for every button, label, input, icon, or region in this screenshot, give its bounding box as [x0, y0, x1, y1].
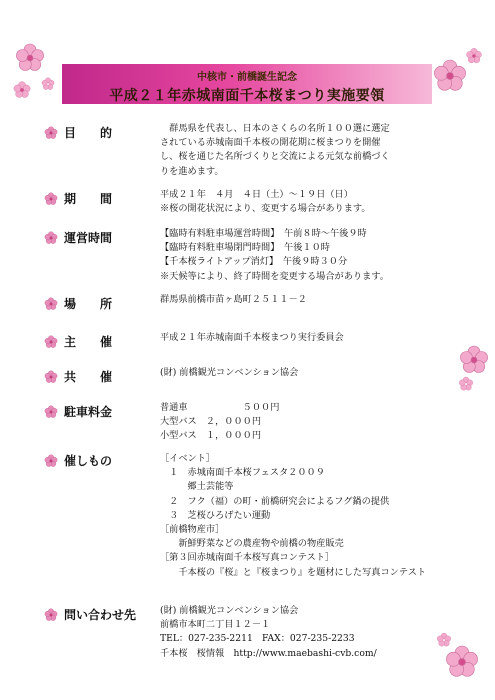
- section-label-hours: [44, 229, 112, 246]
- section-label-parking: [44, 403, 112, 420]
- banner-subtitle: 中核市・前橋誕生記念: [197, 72, 297, 83]
- content-line: ３ 芝桜ひろげたい運動: [160, 509, 271, 521]
- section-label-text: 運営時間: [64, 231, 113, 245]
- content-line: 郷土芸能等: [160, 481, 234, 493]
- content-line: ※天候等により、終了時間を変更する場合があります。: [160, 270, 389, 282]
- section-content-parking: [160, 401, 460, 444]
- section-label-text: 期 間: [64, 192, 113, 206]
- section-content-events: [160, 452, 460, 580]
- content-line: ※桜の開花状況により、変更する場合があります。: [160, 203, 371, 215]
- sakura-flower-icon: [44, 370, 58, 384]
- section-label-venue: [44, 295, 112, 312]
- section-label-cosponsor: [44, 368, 112, 385]
- content-line: し、桜を通じた名所づくりと交流による元気な前橋づく: [160, 151, 390, 163]
- content-line: 千本桜の『桜』と『桜まつり』を題材にした写真コンテスト: [160, 566, 427, 578]
- sakura-flower-icon: [44, 126, 58, 140]
- section-content-cosponsor: [160, 366, 460, 380]
- section-label-text: 共 催: [64, 370, 113, 384]
- content-line: １ 赤城南面千本桜フェスタ２００９: [160, 467, 325, 479]
- content-line: TEL：027-235-2211 FAX：027-235-2233: [160, 633, 355, 645]
- section-label-purpose: [44, 124, 112, 141]
- content-line: 小型バス １，０００円: [160, 430, 262, 442]
- content-line: 新鮮野菜などの農産物や前橋の物産販売: [160, 538, 344, 550]
- sakura-flower-icon: [44, 405, 58, 419]
- content-line: 平成２１年赤城南面千本桜まつり実行委員会: [160, 332, 344, 343]
- section-content-hours: [160, 227, 460, 284]
- content-line: ［第３回赤城南面千本桜写真コンテスト］: [160, 552, 335, 564]
- content-line: (財) 前橋観光コンベンション協会: [160, 605, 299, 616]
- content-line: 平成２１年 ４月 ４日（土）～１９日（日）: [160, 189, 353, 200]
- content-line[interactable]: 千本桜 桜情報 http://www.maebashi-cvb.com/: [160, 647, 377, 659]
- sakura-flower-icon: [44, 454, 58, 468]
- content-line: 【臨時有料駐車場運営時間】 午前８時～午後９時: [160, 228, 367, 239]
- content-line: 前橋市本町二丁目１２－１: [160, 619, 271, 631]
- sakura-flower-icon: [44, 192, 58, 206]
- content-line: 群馬県前橋市苗ヶ島町２５１１－２: [160, 294, 307, 305]
- content-line: (財) 前橋観光コンベンション協会: [160, 367, 299, 378]
- section-label-text: 駐車料金: [64, 405, 113, 419]
- section-label-organizer: [44, 333, 112, 350]
- content-line: 群馬県を代表し、日本のさくらの名所１００選に選定: [160, 123, 390, 134]
- section-content-contact: [160, 604, 460, 661]
- cherry-blossom-decoration-top-right: [424, 40, 490, 106]
- content-line: 【臨時有料駐車場閉門時間】 午後１０時: [160, 242, 330, 254]
- section-label-events: [44, 452, 112, 469]
- sakura-flower-icon: [44, 231, 58, 245]
- content-line: ［イベント］: [160, 453, 216, 464]
- section-label-text: 場 所: [64, 297, 113, 311]
- section-label-contact: [44, 606, 136, 623]
- sakura-flower-icon: [44, 335, 58, 349]
- sakura-flower-icon: [44, 608, 58, 622]
- sakura-flower-icon: [44, 297, 58, 311]
- section-label-period: [44, 190, 112, 207]
- section-label-text: 催しもの: [64, 454, 113, 468]
- content-line: ２ フク（福）の町・前橋研究会によるフグ鍋の提供: [160, 495, 390, 507]
- cherry-blossom-decoration-top-left: [6, 38, 64, 108]
- section-content-venue: [160, 293, 460, 307]
- content-line: 【千本桜ライトアップ消灯】 午後９時３０分: [160, 256, 348, 268]
- page-title: 平成２１年赤城南面千本桜まつり実施要領: [109, 88, 385, 104]
- title-banner: [62, 64, 432, 104]
- section-content-period: [160, 188, 460, 216]
- content-line: 普通車 ５００円: [160, 402, 280, 413]
- content-line: ［前橋物産市］: [160, 524, 225, 536]
- section-content-purpose: [160, 122, 460, 179]
- content-line: 大型バス ２，０００円: [160, 416, 262, 428]
- section-label-text: 主 催: [64, 335, 113, 349]
- section-content-organizer: [160, 331, 460, 345]
- content-line: りを進めます。: [160, 165, 224, 177]
- content-line: されている赤城南面千本桜の開花期に桜まつりを開催: [160, 137, 381, 149]
- section-label-text: 問い合わせ先: [64, 608, 137, 622]
- section-label-text: 目 的: [64, 126, 113, 140]
